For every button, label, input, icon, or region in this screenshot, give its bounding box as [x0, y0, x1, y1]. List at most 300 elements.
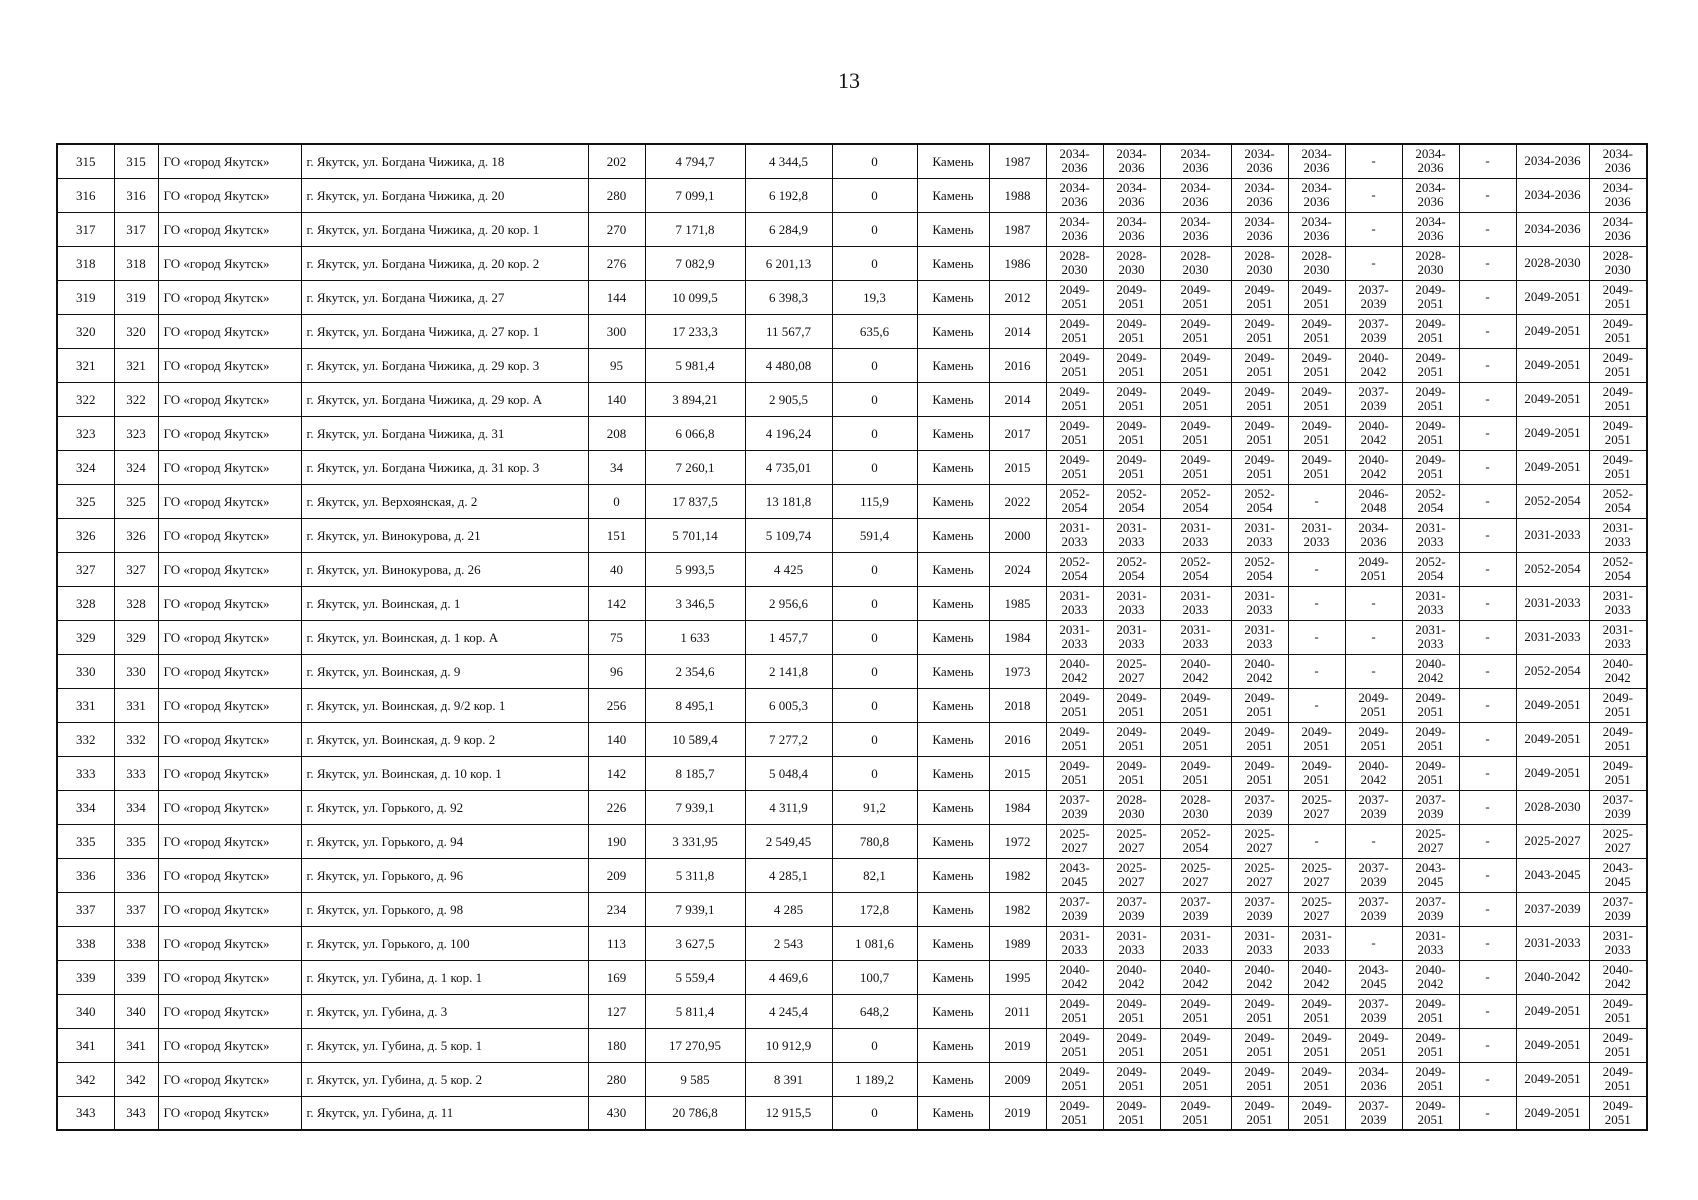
repair-period-cell: 2052- 2054 — [1160, 484, 1231, 518]
address-cell: г. Якутск, ул. Горького, д. 98 — [301, 892, 588, 926]
wall-material-cell: Камень — [917, 756, 989, 790]
repair-period-cell: 2049- 2051 — [1103, 382, 1160, 416]
residents-cell: 300 — [588, 314, 645, 348]
row-number-cell: 325 — [57, 484, 114, 518]
repair-period-cell: 2040- 2042 — [1046, 960, 1103, 994]
repair-period-cell: 2049- 2051 — [1103, 756, 1160, 790]
residents-cell: 280 — [588, 1062, 645, 1096]
row-number-cell: 321 — [57, 348, 114, 382]
house-number-cell: 318 — [114, 246, 158, 280]
house-number-cell: 329 — [114, 620, 158, 654]
commissioning-year-cell: 2024 — [989, 552, 1046, 586]
repair-period-cell: 2049- 2051 — [1589, 314, 1647, 348]
commissioning-year-cell: 1982 — [989, 858, 1046, 892]
commissioning-year-cell: 2016 — [989, 348, 1046, 382]
repair-period-cell: 2040- 2042 — [1345, 450, 1402, 484]
repair-period-cell: 2028- 2030 — [1589, 246, 1647, 280]
commissioning-year-cell: 2016 — [989, 722, 1046, 756]
nonresidential-area-cell: 0 — [832, 178, 917, 212]
row-number-cell: 322 — [57, 382, 114, 416]
repair-period-cell: 2052- 2054 — [1160, 552, 1231, 586]
residents-cell: 270 — [588, 212, 645, 246]
wall-material-cell: Камень — [917, 858, 989, 892]
repair-period-cell: 2049- 2051 — [1589, 994, 1647, 1028]
repair-period-cell: 2049- 2051 — [1160, 994, 1231, 1028]
commissioning-year-cell: 1984 — [989, 790, 1046, 824]
residents-cell: 256 — [588, 688, 645, 722]
repair-period-cell: 2040- 2042 — [1589, 960, 1647, 994]
repair-period-cell: 2049- 2051 — [1103, 280, 1160, 314]
repair-period-cell: 2049- 2051 — [1160, 1062, 1231, 1096]
house-number-cell: 336 — [114, 858, 158, 892]
living-area-cell: 5 048,4 — [745, 756, 832, 790]
repair-period-cell: 2049-2051 — [1516, 1062, 1589, 1096]
repair-period-cell: 2049-2051 — [1516, 280, 1589, 314]
repair-period-cell: 2034- 2036 — [1103, 144, 1160, 178]
repair-period-cell: 2052- 2054 — [1103, 484, 1160, 518]
repair-period-cell: 2031- 2033 — [1589, 620, 1647, 654]
wall-material-cell: Камень — [917, 212, 989, 246]
repair-period-cell: 2034- 2036 — [1589, 178, 1647, 212]
repair-period-cell: 2037- 2039 — [1589, 790, 1647, 824]
repair-period-cell: 2034- 2036 — [1402, 178, 1459, 212]
living-area-cell: 8 391 — [745, 1062, 832, 1096]
repair-period-cell: 2049- 2051 — [1288, 416, 1345, 450]
nonresidential-area-cell: 0 — [832, 382, 917, 416]
repair-period-cell: 2049- 2051 — [1231, 280, 1288, 314]
address-cell: г. Якутск, ул. Богдана Чижика, д. 20 кор. 1 — [301, 212, 588, 246]
repair-period-cell: 2049- 2051 — [1402, 994, 1459, 1028]
total-area-cell: 5 559,4 — [645, 960, 745, 994]
municipality-cell: ГО «город Якутск» — [158, 892, 301, 926]
repair-period-cell: 2040- 2042 — [1046, 654, 1103, 688]
repair-period-cell: 2037- 2039 — [1402, 790, 1459, 824]
address-cell: г. Якутск, ул. Богдана Чижика, д. 18 — [301, 144, 588, 178]
repair-period-cell: 2049- 2051 — [1288, 450, 1345, 484]
nonresidential-area-cell: 0 — [832, 144, 917, 178]
repair-period-cell: - — [1345, 824, 1402, 858]
table-row — [57, 994, 1647, 1028]
wall-material-cell: Камень — [917, 348, 989, 382]
table-row — [57, 620, 1647, 654]
repair-period-cell: 2049- 2051 — [1402, 314, 1459, 348]
repair-period-cell: 2049- 2051 — [1103, 416, 1160, 450]
table-row — [57, 824, 1647, 858]
repair-period-cell: 2049- 2051 — [1046, 348, 1103, 382]
address-cell: г. Якутск, ул. Губина, д. 3 — [301, 994, 588, 1028]
repair-period-cell: 2031-2033 — [1516, 620, 1589, 654]
repair-period-cell: 2052- 2054 — [1402, 484, 1459, 518]
row-number-cell: 337 — [57, 892, 114, 926]
house-number-cell: 319 — [114, 280, 158, 314]
repair-period-cell: - — [1459, 1028, 1516, 1062]
repair-period-cell: 2049- 2051 — [1160, 688, 1231, 722]
living-area-cell: 13 181,8 — [745, 484, 832, 518]
repair-period-cell: - — [1345, 144, 1402, 178]
repair-period-cell: - — [1459, 1096, 1516, 1130]
repair-period-cell: 2049-2051 — [1516, 722, 1589, 756]
repair-period-cell: 2049- 2051 — [1402, 688, 1459, 722]
address-cell: г. Якутск, ул. Винокурова, д. 21 — [301, 518, 588, 552]
repair-period-cell: 2031- 2033 — [1402, 518, 1459, 552]
repair-period-cell: 2043-2045 — [1516, 858, 1589, 892]
wall-material-cell: Камень — [917, 654, 989, 688]
total-area-cell: 8 495,1 — [645, 688, 745, 722]
living-area-cell: 4 425 — [745, 552, 832, 586]
nonresidential-area-cell: 172,8 — [832, 892, 917, 926]
repair-period-cell: 2031- 2033 — [1231, 518, 1288, 552]
residents-cell: 151 — [588, 518, 645, 552]
repair-period-cell: 2049-2051 — [1516, 688, 1589, 722]
row-number-cell: 332 — [57, 722, 114, 756]
address-cell: г. Якутск, ул. Горького, д. 94 — [301, 824, 588, 858]
repair-period-cell: 2049- 2051 — [1231, 756, 1288, 790]
repair-period-cell: 2037- 2039 — [1160, 892, 1231, 926]
address-cell: г. Якутск, ул. Горького, д. 92 — [301, 790, 588, 824]
repair-period-cell: - — [1459, 892, 1516, 926]
address-cell: г. Якутск, ул. Воинская, д. 1 — [301, 586, 588, 620]
repair-period-cell: 2031- 2033 — [1046, 620, 1103, 654]
municipality-cell: ГО «город Якутск» — [158, 1062, 301, 1096]
repair-period-cell: 2049- 2051 — [1231, 314, 1288, 348]
municipality-cell: ГО «город Якутск» — [158, 926, 301, 960]
row-number-cell: 324 — [57, 450, 114, 484]
nonresidential-area-cell: 91,2 — [832, 790, 917, 824]
repair-period-cell: - — [1288, 586, 1345, 620]
nonresidential-area-cell: 0 — [832, 654, 917, 688]
repair-period-cell: 2031- 2033 — [1402, 586, 1459, 620]
nonresidential-area-cell: 780,8 — [832, 824, 917, 858]
repair-period-cell: 2049- 2051 — [1402, 382, 1459, 416]
commissioning-year-cell: 2018 — [989, 688, 1046, 722]
commissioning-year-cell: 1988 — [989, 178, 1046, 212]
table-row — [57, 790, 1647, 824]
repair-period-cell: 2049-2051 — [1516, 314, 1589, 348]
repair-period-cell: 2031- 2033 — [1046, 586, 1103, 620]
municipality-cell: ГО «город Якутск» — [158, 178, 301, 212]
municipality-cell: ГО «город Якутск» — [158, 212, 301, 246]
repair-period-cell: 2028- 2030 — [1103, 246, 1160, 280]
wall-material-cell: Камень — [917, 892, 989, 926]
repair-period-cell: 2034- 2036 — [1103, 178, 1160, 212]
repair-period-cell: 2049- 2051 — [1589, 280, 1647, 314]
repair-period-cell: 2052- 2054 — [1231, 552, 1288, 586]
repair-period-cell: 2031- 2033 — [1589, 518, 1647, 552]
repair-period-cell: 2031- 2033 — [1402, 620, 1459, 654]
residents-cell: 209 — [588, 858, 645, 892]
repair-period-cell: - — [1459, 586, 1516, 620]
wall-material-cell: Камень — [917, 994, 989, 1028]
repair-period-cell: - — [1459, 314, 1516, 348]
repair-period-cell: - — [1345, 620, 1402, 654]
nonresidential-area-cell: 591,4 — [832, 518, 917, 552]
repair-period-cell: 2031-2033 — [1516, 926, 1589, 960]
repair-period-cell: 2025- 2027 — [1288, 892, 1345, 926]
repair-period-cell: 2049- 2051 — [1402, 348, 1459, 382]
repair-period-cell: 2049- 2051 — [1160, 1028, 1231, 1062]
repair-period-cell: 2049- 2051 — [1402, 280, 1459, 314]
repair-period-cell: 2040- 2042 — [1345, 416, 1402, 450]
repair-period-cell: 2034- 2036 — [1345, 518, 1402, 552]
repair-period-cell: 2049- 2051 — [1046, 382, 1103, 416]
house-number-cell: 321 — [114, 348, 158, 382]
address-cell: г. Якутск, ул. Богдана Чижика, д. 29 кор. А — [301, 382, 588, 416]
repair-period-cell: 2052- 2054 — [1103, 552, 1160, 586]
house-number-cell: 317 — [114, 212, 158, 246]
house-number-cell: 320 — [114, 314, 158, 348]
repair-period-cell: 2031- 2033 — [1160, 926, 1231, 960]
repair-period-cell: 2049- 2051 — [1288, 348, 1345, 382]
repair-period-cell: 2049- 2051 — [1046, 722, 1103, 756]
commissioning-year-cell: 1985 — [989, 586, 1046, 620]
repair-period-cell: 2031- 2033 — [1231, 926, 1288, 960]
repair-period-cell: 2049- 2051 — [1046, 994, 1103, 1028]
repair-period-cell: 2049- 2051 — [1589, 450, 1647, 484]
repair-period-cell: 2028-2030 — [1516, 790, 1589, 824]
repair-period-cell: 2049- 2051 — [1103, 348, 1160, 382]
wall-material-cell: Камень — [917, 1096, 989, 1130]
residents-cell: 430 — [588, 1096, 645, 1130]
repair-period-cell: 2034- 2036 — [1589, 144, 1647, 178]
repair-period-cell: 2037- 2039 — [1046, 790, 1103, 824]
repair-period-cell: 2049- 2051 — [1160, 450, 1231, 484]
nonresidential-area-cell: 0 — [832, 416, 917, 450]
repair-period-cell: - — [1288, 688, 1345, 722]
repair-period-cell: 2037- 2039 — [1103, 892, 1160, 926]
total-area-cell: 3 627,5 — [645, 926, 745, 960]
row-number-cell: 340 — [57, 994, 114, 1028]
repair-period-cell: 2049- 2051 — [1402, 756, 1459, 790]
house-number-cell: 326 — [114, 518, 158, 552]
nonresidential-area-cell: 635,6 — [832, 314, 917, 348]
table-row — [57, 926, 1647, 960]
repair-period-cell: - — [1459, 280, 1516, 314]
repair-period-cell: 2043- 2045 — [1402, 858, 1459, 892]
repair-period-cell: 2049-2051 — [1516, 994, 1589, 1028]
repair-period-cell: 2052- 2054 — [1046, 484, 1103, 518]
address-cell: г. Якутск, ул. Губина, д. 1 кор. 1 — [301, 960, 588, 994]
repair-period-cell: 2049- 2051 — [1402, 1062, 1459, 1096]
total-area-cell: 8 185,7 — [645, 756, 745, 790]
repair-period-cell: 2040- 2042 — [1402, 654, 1459, 688]
repair-period-cell: 2037- 2039 — [1589, 892, 1647, 926]
repair-period-cell: 2040- 2042 — [1288, 960, 1345, 994]
living-area-cell: 6 005,3 — [745, 688, 832, 722]
repair-period-cell: 2034- 2036 — [1231, 212, 1288, 246]
repair-period-cell: 2049- 2051 — [1402, 450, 1459, 484]
repair-period-cell: 2037- 2039 — [1345, 280, 1402, 314]
repair-period-cell: - — [1345, 586, 1402, 620]
repair-period-cell: - — [1459, 382, 1516, 416]
commissioning-year-cell: 1973 — [989, 654, 1046, 688]
living-area-cell: 5 109,74 — [745, 518, 832, 552]
house-number-cell: 323 — [114, 416, 158, 450]
repair-period-cell: 2040- 2042 — [1160, 654, 1231, 688]
repair-period-cell: 2049- 2051 — [1231, 348, 1288, 382]
house-number-cell: 340 — [114, 994, 158, 1028]
table-row — [57, 178, 1647, 212]
repair-period-cell: - — [1459, 858, 1516, 892]
row-number-cell: 339 — [57, 960, 114, 994]
nonresidential-area-cell: 100,7 — [832, 960, 917, 994]
repair-period-cell: 2049- 2051 — [1046, 280, 1103, 314]
repair-period-cell: 2049- 2051 — [1345, 722, 1402, 756]
row-number-cell: 329 — [57, 620, 114, 654]
house-number-cell: 338 — [114, 926, 158, 960]
repair-period-cell: - — [1459, 790, 1516, 824]
repair-period-cell: 2031- 2033 — [1231, 620, 1288, 654]
repair-period-cell: 2049- 2051 — [1103, 314, 1160, 348]
repair-period-cell: 2049- 2051 — [1103, 994, 1160, 1028]
living-area-cell: 6 284,9 — [745, 212, 832, 246]
table-row — [57, 382, 1647, 416]
commissioning-year-cell: 2009 — [989, 1062, 1046, 1096]
living-area-cell: 4 196,24 — [745, 416, 832, 450]
table-row — [57, 688, 1647, 722]
living-area-cell: 4 469,6 — [745, 960, 832, 994]
residents-cell: 226 — [588, 790, 645, 824]
address-cell: г. Якутск, ул. Богдана Чижика, д. 31 кор. 3 — [301, 450, 588, 484]
repair-period-cell: 2046- 2048 — [1345, 484, 1402, 518]
table-row — [57, 314, 1647, 348]
living-area-cell: 6 201,13 — [745, 246, 832, 280]
total-area-cell: 2 354,6 — [645, 654, 745, 688]
commissioning-year-cell: 2019 — [989, 1028, 1046, 1062]
repair-period-cell: 2052- 2054 — [1231, 484, 1288, 518]
municipality-cell: ГО «город Якутск» — [158, 994, 301, 1028]
wall-material-cell: Камень — [917, 314, 989, 348]
commissioning-year-cell: 2017 — [989, 416, 1046, 450]
row-number-cell: 336 — [57, 858, 114, 892]
repair-period-cell: 2040- 2042 — [1103, 960, 1160, 994]
table-row — [57, 212, 1647, 246]
municipality-cell: ГО «город Якутск» — [158, 1028, 301, 1062]
repair-period-cell: 2028- 2030 — [1046, 246, 1103, 280]
nonresidential-area-cell: 0 — [832, 246, 917, 280]
repair-period-cell: 2031-2033 — [1516, 518, 1589, 552]
row-number-cell: 335 — [57, 824, 114, 858]
living-area-cell: 6 192,8 — [745, 178, 832, 212]
repair-period-cell: 2037- 2039 — [1046, 892, 1103, 926]
repair-period-cell: 2028- 2030 — [1160, 246, 1231, 280]
municipality-cell: ГО «город Якутск» — [158, 790, 301, 824]
house-number-cell: 325 — [114, 484, 158, 518]
municipality-cell: ГО «город Якутск» — [158, 314, 301, 348]
nonresidential-area-cell: 0 — [832, 450, 917, 484]
residents-cell: 234 — [588, 892, 645, 926]
residents-cell: 140 — [588, 722, 645, 756]
repair-period-cell: - — [1345, 654, 1402, 688]
repair-period-cell: - — [1459, 722, 1516, 756]
repair-period-cell: 2049- 2051 — [1046, 1062, 1103, 1096]
municipality-cell: ГО «город Якутск» — [158, 960, 301, 994]
repair-period-cell: 2031- 2033 — [1103, 518, 1160, 552]
repair-period-cell: 2037- 2039 — [1345, 994, 1402, 1028]
table-row — [57, 586, 1647, 620]
repair-period-cell: 2031- 2033 — [1103, 620, 1160, 654]
repair-period-cell: 2025- 2027 — [1103, 824, 1160, 858]
municipality-cell: ГО «город Якутск» — [158, 484, 301, 518]
repair-period-cell: 2031-2033 — [1516, 586, 1589, 620]
address-cell: г. Якутск, ул. Богдана Чижика, д. 31 — [301, 416, 588, 450]
repair-period-cell: 2025- 2027 — [1231, 824, 1288, 858]
table-row — [57, 246, 1647, 280]
repair-period-cell: 2034- 2036 — [1160, 178, 1231, 212]
repair-period-cell: 2049-2051 — [1516, 416, 1589, 450]
repair-period-cell: 2025- 2027 — [1046, 824, 1103, 858]
total-area-cell: 5 701,14 — [645, 518, 745, 552]
commissioning-year-cell: 2011 — [989, 994, 1046, 1028]
nonresidential-area-cell: 648,2 — [832, 994, 917, 1028]
repair-period-cell: 2049- 2051 — [1231, 382, 1288, 416]
repair-period-cell: 2052-2054 — [1516, 552, 1589, 586]
wall-material-cell: Камень — [917, 246, 989, 280]
repair-period-cell: 2049- 2051 — [1288, 756, 1345, 790]
repair-period-cell: 2052- 2054 — [1589, 552, 1647, 586]
repair-period-cell: - — [1288, 552, 1345, 586]
address-cell: г. Якутск, ул. Богдана Чижика, д. 29 кор. 3 — [301, 348, 588, 382]
repair-period-cell: - — [1459, 144, 1516, 178]
repair-period-cell: 2037- 2039 — [1345, 1096, 1402, 1130]
total-area-cell: 5 811,4 — [645, 994, 745, 1028]
commissioning-year-cell: 2015 — [989, 756, 1046, 790]
repair-period-cell: 2040- 2042 — [1345, 756, 1402, 790]
repair-period-cell: - — [1288, 620, 1345, 654]
repair-period-cell: - — [1459, 348, 1516, 382]
address-cell: г. Якутск, ул. Воинская, д. 1 кор. А — [301, 620, 588, 654]
repair-period-cell: - — [1345, 178, 1402, 212]
row-number-cell: 330 — [57, 654, 114, 688]
repair-period-cell: 2031- 2033 — [1288, 518, 1345, 552]
repair-period-cell: 2031- 2033 — [1231, 586, 1288, 620]
repair-period-cell: 2049- 2051 — [1288, 994, 1345, 1028]
living-area-cell: 2 543 — [745, 926, 832, 960]
repair-period-cell: 2034- 2036 — [1046, 178, 1103, 212]
repair-period-cell: 2034- 2036 — [1231, 144, 1288, 178]
repair-period-cell: 2037- 2039 — [1231, 892, 1288, 926]
wall-material-cell: Камень — [917, 450, 989, 484]
living-area-cell: 1 457,7 — [745, 620, 832, 654]
nonresidential-area-cell: 0 — [832, 688, 917, 722]
commissioning-year-cell: 2012 — [989, 280, 1046, 314]
repair-period-cell: 2043- 2045 — [1046, 858, 1103, 892]
address-cell: г. Якутск, ул. Горького, д. 96 — [301, 858, 588, 892]
repair-period-cell: 2049- 2051 — [1288, 722, 1345, 756]
row-number-cell: 338 — [57, 926, 114, 960]
commissioning-year-cell: 2015 — [989, 450, 1046, 484]
living-area-cell: 12 915,5 — [745, 1096, 832, 1130]
municipality-cell: ГО «город Якутск» — [158, 756, 301, 790]
repair-period-cell: 2034- 2036 — [1046, 212, 1103, 246]
living-area-cell: 4 285 — [745, 892, 832, 926]
total-area-cell: 4 794,7 — [645, 144, 745, 178]
table-row — [57, 552, 1647, 586]
repair-period-cell: 2031- 2033 — [1402, 926, 1459, 960]
house-number-cell: 324 — [114, 450, 158, 484]
residents-cell: 75 — [588, 620, 645, 654]
row-number-cell: 319 — [57, 280, 114, 314]
residents-cell: 280 — [588, 178, 645, 212]
municipality-cell: ГО «город Якутск» — [158, 246, 301, 280]
repair-period-cell: 2049- 2051 — [1589, 416, 1647, 450]
house-number-cell: 327 — [114, 552, 158, 586]
house-number-cell: 315 — [114, 144, 158, 178]
table-row — [57, 1062, 1647, 1096]
repair-period-cell: 2037- 2039 — [1345, 790, 1402, 824]
repair-period-cell: 2049-2051 — [1516, 348, 1589, 382]
municipality-cell: ГО «город Якутск» — [158, 824, 301, 858]
nonresidential-area-cell: 82,1 — [832, 858, 917, 892]
